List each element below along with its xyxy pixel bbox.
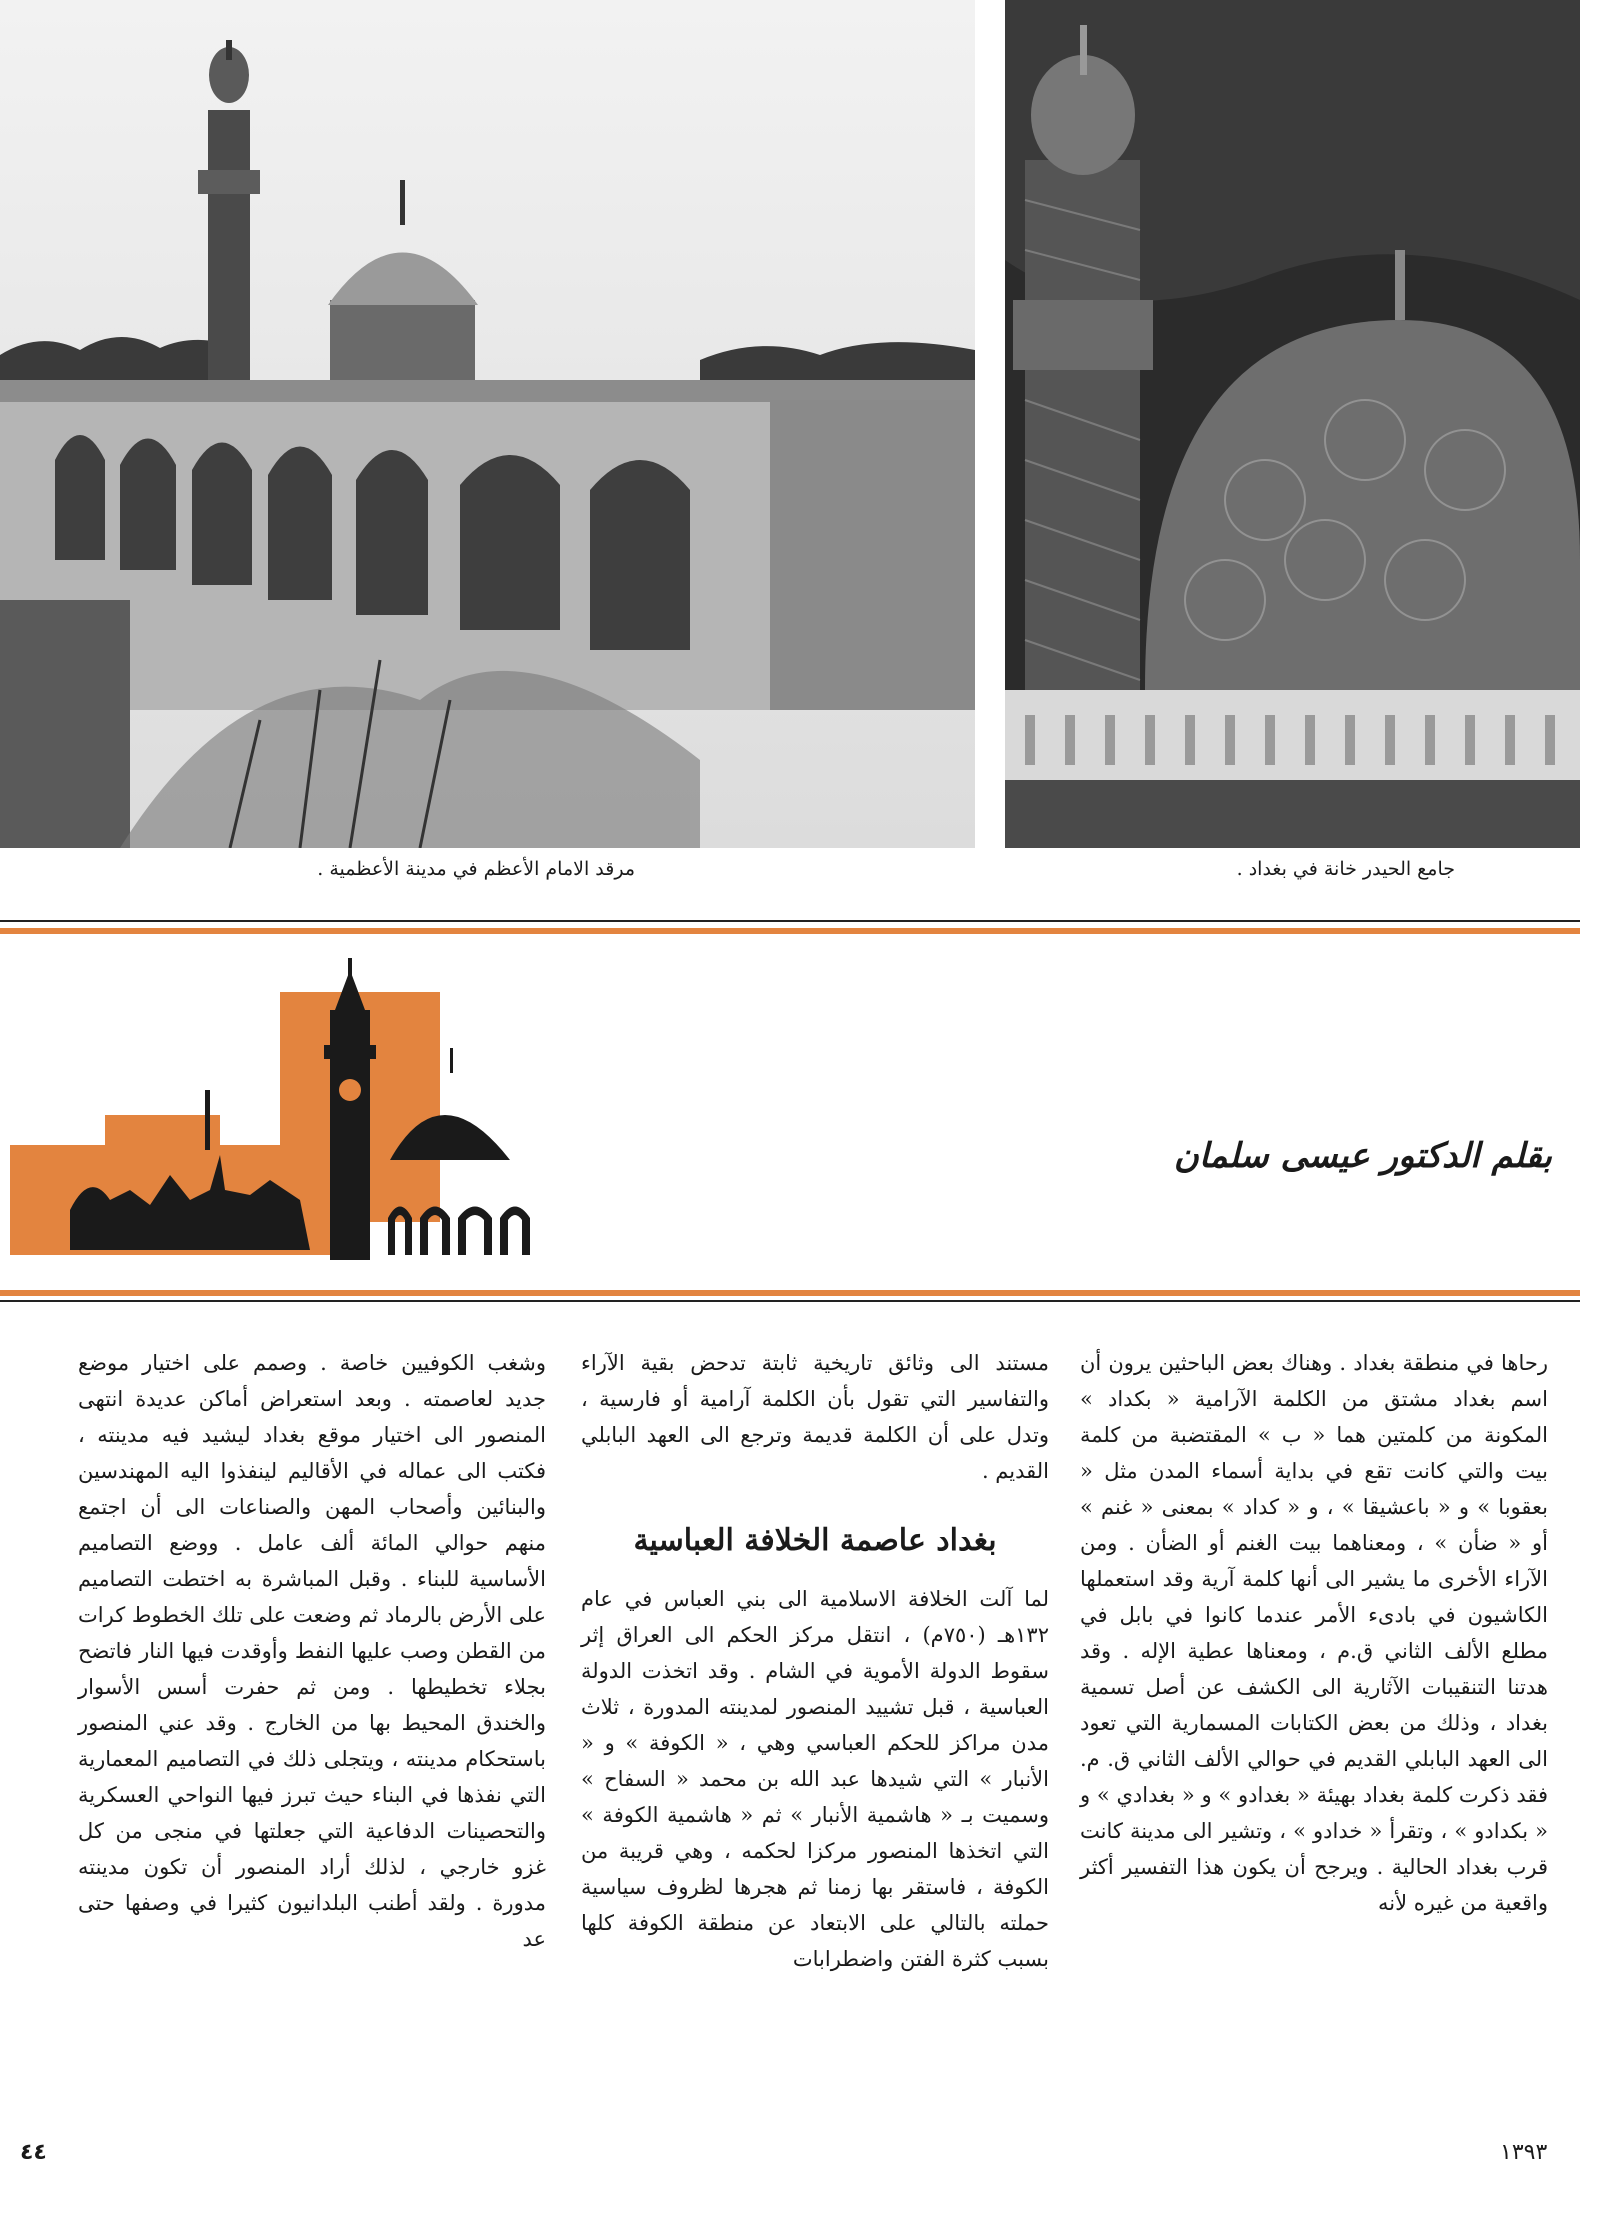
divider-bottom-orange: [0, 1290, 1580, 1296]
issue-year: ١٣٩٣: [1500, 2140, 1548, 2165]
photo-caption-left: مرقد الامام الأعظم في مدينة الأعظمية .: [317, 858, 635, 880]
article-column-right: [1080, 1345, 1548, 1921]
divider-bottom-black: [0, 1300, 1580, 1302]
column-middle-text-bottom: لما آلت الخلافة الاسلامية الى بني العباس في عام ١٣٢هـ (٧٥٠م) ، انتقل مركز الحكم الى العراق إثر سقوط الدولة الأموية في الشام . وقد اتخذت الدولة العباسية ، قبل تشييد المنصور لمدينته المدورة ، ثلاث مدن مراكز للحكم العباسي وهي ، « الكوفة » و « الأنبار » التي شيدها عبد الله بن محمد « السفاح » وسميت بـ « هاشمية الأنبار » ثم « هاشمية الكوفة » التي اتخذها المنصور مركزا لحكمه ، وهي قريبة من الكوفة ، فاستقر بها زمنا ثم هجرها لظروف سياسية حملته بالتالي على الابتعاد عن منطقة الكوفة كلها بسبب كثرة الفتن واضطرابات: [581, 1587, 1049, 1971]
article-column-middle: [581, 1345, 1049, 1977]
dome-minaret-photo-illustration: [1005, 0, 1580, 848]
article-byline: بقلم الدكتور عيسى سلمان: [1173, 1136, 1552, 1176]
section-heading: بغداد عاصمة الخلافة العباسية: [633, 1523, 997, 1558]
title-vignette-illustration: [10, 950, 570, 1266]
article-column-left: [78, 1345, 546, 1957]
column-middle-text-top: مستند الى وثائق تاريخية ثابتة تدحض بقية الآراء والتفاسير التي تقول بأن الكلمة آرامية أو فارسية ، وتدل على أن الكلمة قديمة وترجع الى العهد البابلي القديم .: [581, 1351, 1049, 1483]
divider-top-orange: [0, 928, 1580, 934]
divider-top-black: [0, 920, 1580, 922]
photo-caption-right: جامع الحيدر خانة في بغداد .: [1236, 858, 1455, 880]
mosque-photo-illustration: [0, 0, 975, 848]
column-left-text: وشغب الكوفيين خاصة . وصمم على اختيار موضع جديد لعاصمته . وبعد استعراض أماكن عديدة انتهى المنصور الى اختيار موقع بغداد ليشيد فيه مدينته ، فكتب الى عماله في الأقاليم لينفذوا اليه المهندسين والبنائين وأصحاب المهن والصناعات الى أن اجتمع منهم حوالي المائة ألف عامل . ووضع التصاميم الأساسية للبناء . وقبل المباشرة به اختطت التصاميم على الأرض بالرماد ثم وضعت على تلك الخطوط كرات من القطن وصب عليها النفط وأوقدت فيها النار فاتضح بجلاء تخطيطها . ومن ثم حفرت أسس الأسوار والخندق المحيط بها من الخارج . وقد عني المنصور باستحكام مدينته ، ويتجلى ذلك في التصاميم المعمارية التي نفذها في البناء حيث تبرز فيها النواحي العسكرية والتحصينات الدفاعية التي جعلتها في منجى من كل غزو خارجي ، لذلك أراد المنصور أن تكون مدينته مدورة . ولقد أطنب البلدانيون كثيرا في وصفها حتى عد: [78, 1351, 546, 1951]
clock-tower-silhouette: [10, 950, 570, 1266]
photo-imam-azam-shrine: [0, 0, 975, 848]
photo-haydar-khana-mosque: [1005, 0, 1580, 848]
column-right-text: رحاها في منطقة بغداد . وهناك بعض الباحثين يرون أن اسم بغداد مشتق من الكلمة الآرامية « بكداد » المكونة من كلمتين هما « ب » المقتضبة من كلمة بيت والتي كانت تقع في بداية أسماء المدن مثل « بعقوبا » و « باعشيقا » ، و « كداد » بمعنى « غنم » أو « ضأن » ، ومعناهما بيت الغنم أو الضأن . ومن الآراء الأخرى ما يشير الى أنها كلمة آرية وقد استعملها الكاشيون في بادىء الأمر عندما كانوا في بابل في مطلع الألف الثاني ق.م ، ومعناها عطية الإله . وقد هدتنا التنقيبات الآثارية الى الكشف عن أصل تسمية بغداد ، وذلك من بعض الكتابات المسمارية التي تعود الى العهد البابلي القديم في حوالي الألف الثاني ق. م. فقد ذكرت كلمة بغداد بهيئة « بغدادو » و « بغدادي » و « بكدادو » ، وتقرأ « خدادو » ، وتشير الى مدينة كانت قرب بغداد الحالية . ويرجح أن يكون هذا التفسير أكثر واقعية من غيره لأنه: [1080, 1351, 1548, 1915]
page-number: ٤٤: [20, 2140, 47, 2165]
